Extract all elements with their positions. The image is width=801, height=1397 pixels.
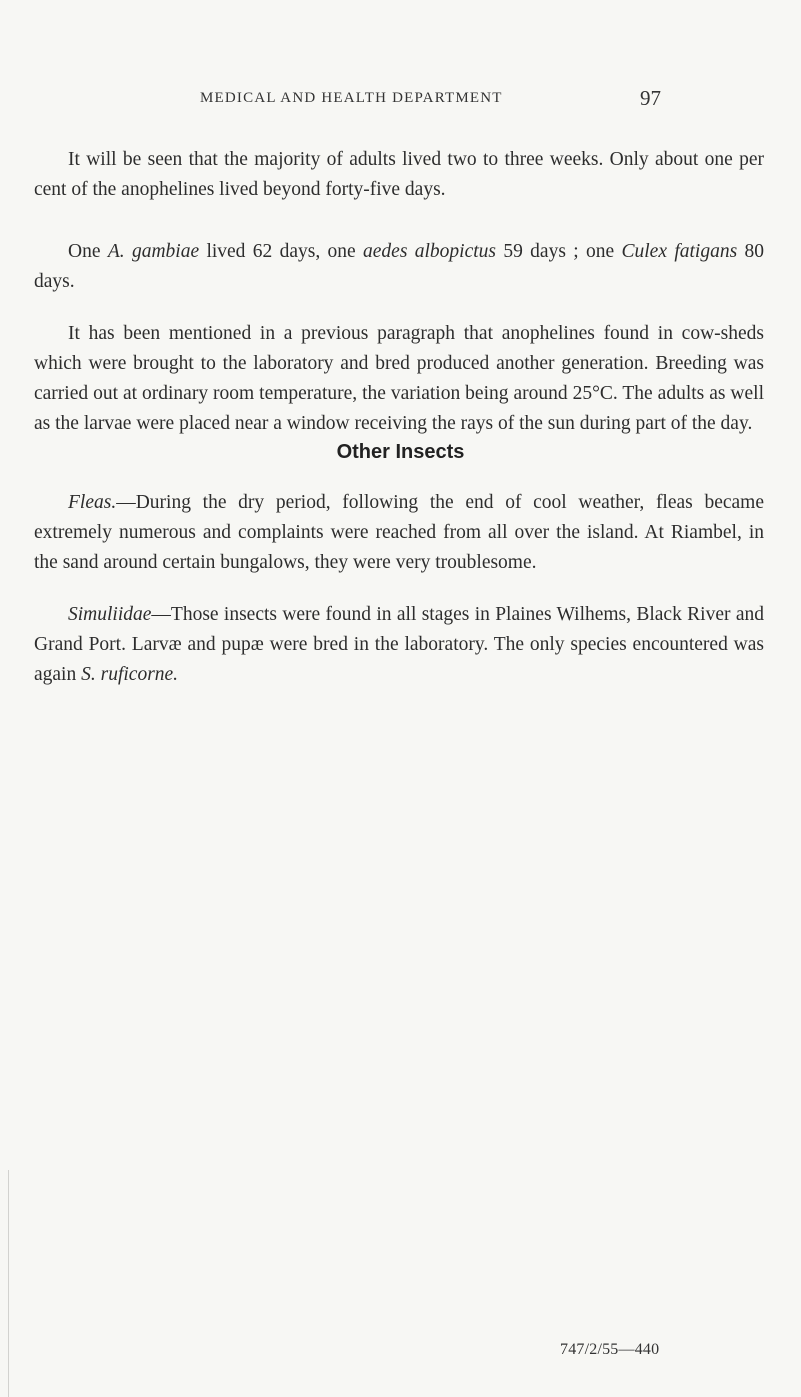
section-heading: Other Insects	[336, 441, 465, 463]
paragraph-text	[34, 600, 764, 690]
species-name: S. ruficorne.	[81, 664, 179, 685]
paragraph-simuliidae	[34, 600, 764, 690]
text-run: —Those insects were found in all stages in Plaines Wilhems, Black River and Grand Port. Larvæ and pupæ were bred in the laboratory. The only species encountered was again	[34, 604, 764, 685]
paragraph-text	[34, 488, 764, 578]
paragraph-fleas	[34, 488, 764, 578]
text-run: lived 62 days, one	[199, 241, 364, 262]
paragraph-breeding	[34, 319, 764, 439]
scan-edge-line	[8, 1170, 9, 1397]
species-name: aedes albopictus	[363, 241, 497, 262]
run-in-heading: Simuliidae	[68, 604, 152, 625]
paragraph-text: It will be seen that the majority of adults lived two to three weeks. Only about one per cent of the anophelines lived beyond forty-five days.	[34, 149, 764, 200]
running-header: MEDICAL AND HEALTH DEPARTMENT	[200, 90, 503, 106]
paragraph-text: It has been mentioned in a previous paragraph that anophelines found in cow-sheds which were brought to the laboratory and bred produced another generation. Breeding was carried out at ordinary room temperature, the variation being around 25°C. The adults as well as the larvae were placed near a window receiving the rays of the sun during part of the day.	[34, 323, 764, 434]
run-in-heading: Fleas.	[68, 492, 117, 513]
text-run: —During the dry period, following the end of cool weather, fleas became extremely numerous and complaints were reached from all over the island. At Riambel, in the sand around certain bungalows, they were very troublesome.	[34, 492, 764, 573]
paragraph-longest-lived	[34, 237, 764, 297]
text-run: 80 days.	[34, 241, 765, 292]
text-run: 59 days ; one	[496, 241, 622, 262]
paragraph-adult-lifespan	[34, 145, 764, 205]
species-name: A. gambiae	[107, 241, 200, 262]
paragraph-text	[34, 237, 764, 297]
print-code: 747/2/55—440	[560, 1341, 660, 1358]
page-number: 97	[640, 86, 661, 110]
species-name: Culex fatigans	[621, 241, 738, 262]
text-run: One	[68, 241, 108, 262]
